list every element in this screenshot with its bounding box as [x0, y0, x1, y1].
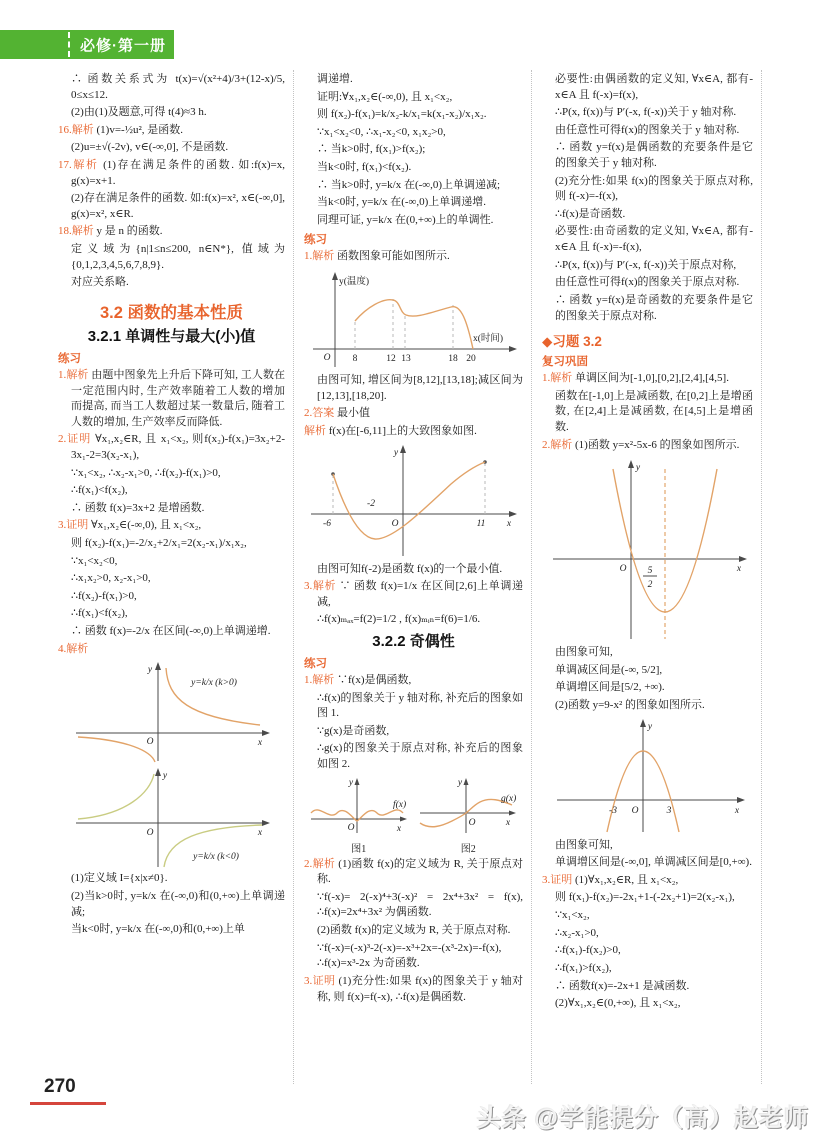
item-text: (1)函数 y=x²-5x-6 的图象如图所示. [575, 438, 740, 451]
item-text: 必要性:由奇函数的定义知, ∀x∈A, 都有-x∈A 且 f(-x)=-f(x), [555, 225, 753, 254]
item-text: ∴f(x₁)<f(x₂), [71, 484, 128, 497]
item-text: 由任意性可得f(x)的图象关于原点对称. [555, 276, 740, 289]
item-text: (1)充分性:如果 f(x)的图象关于 y 轴对称, 则 f(x)=f(-x), ∴f(x)是偶函数. [317, 974, 523, 1003]
hyperbola-negative-figure [58, 765, 285, 869]
paragraph-group [58, 368, 285, 657]
tick-label: -3 [608, 805, 617, 816]
item-label: 2.解析 [304, 857, 336, 870]
origin-label: O [391, 518, 398, 529]
solution-line [71, 140, 285, 156]
hyperbola-positive-plot [68, 659, 276, 763]
item-label: 3.证明 [542, 873, 573, 886]
solution-line [71, 624, 285, 640]
parity-figures-row [304, 775, 523, 855]
item-text: ∵f(x)是偶函数, [337, 673, 412, 686]
practice-label: 练习 [58, 352, 81, 365]
solution-line [555, 293, 753, 324]
solution-line [317, 160, 523, 176]
page-number-rule [30, 1102, 106, 1105]
solution-line [304, 424, 523, 440]
item-text: 单调增区间是[5/2, +∞). [555, 681, 665, 694]
item-text: ∴f(x)的图象关于 y 轴对称, 补充后的图象如图 1. [317, 691, 523, 720]
item-text: 必要性:由偶函数的定义知, ∀x∈A, 都有-x∈A 且 f(-x)=f(x), [555, 73, 753, 101]
hyperbola-negative-plot [68, 765, 276, 869]
y-axis-label: y [458, 777, 463, 788]
x-axis-label: x [257, 828, 262, 839]
solution-line [71, 105, 285, 121]
item-text: (2)u=±√(-2v), v∈(-∞,0], 不是函数. [71, 141, 229, 154]
item-text: ∴ 函数关系式为 t(x)=√(x²+4)/3+(12-x)/5, 0≤x≤12. [71, 73, 285, 101]
item-text: ∀x₁,x₂∈(-∞,0), 且 x₁<x₂, [91, 519, 202, 532]
item-text: ∴P(x, f(x))与 P′(-x, f(-x))关于原点对称, [555, 258, 737, 271]
item-text: 当k<0时, y=k/x 在(-∞,0)和(0,+∞)上单 [71, 923, 245, 936]
x-axis-label: x [734, 805, 739, 816]
item-label: 1.解析 [58, 368, 89, 381]
badge-dashed-divider [68, 32, 70, 57]
item-text: ∵x₁<x₂<0, [71, 554, 118, 567]
y-axis-label: y [147, 665, 152, 676]
content-columns [56, 70, 762, 1084]
item-label: 1.解析 [542, 372, 573, 385]
item-text: ∴f(x₁)<f(x₂), [71, 607, 128, 620]
solution-line [555, 258, 753, 274]
item-text: 单调增区间是(-∞,0], 单调减区间是[0,+∞). [555, 856, 752, 869]
x-axis-label: x [506, 518, 511, 529]
solution-line [304, 579, 523, 610]
paragraph-group [304, 72, 523, 228]
origin-label: O [619, 564, 626, 575]
solution-line [317, 923, 523, 939]
solution-line [71, 466, 285, 482]
solution-line [542, 371, 753, 387]
solution-line [317, 125, 523, 141]
middle-column [294, 70, 532, 1084]
practice-label: 练习 [304, 657, 327, 670]
item-label: 4.解析 [58, 642, 89, 655]
solution-line [555, 224, 753, 255]
y-axis-label: y [635, 463, 640, 474]
tick-label: 11 [476, 518, 485, 529]
solution-line [71, 536, 285, 552]
paragraph-group [58, 871, 285, 937]
solution-line [555, 663, 753, 679]
item-text: ∵g(x)是奇函数, [317, 724, 390, 737]
solution-line [317, 691, 523, 722]
review-label: 复习巩固 [542, 356, 588, 369]
item-text: 由图象可知, [555, 646, 613, 659]
item-label: 16.解析 [58, 123, 94, 136]
hyperbola-positive-figure [58, 659, 285, 763]
item-text: 则 f(x₁)-f(x₂)=-2x₁+1-(-2x₂+1)=2(x₂-x₁), [555, 891, 735, 904]
subsection-heading: 3.2.2 奇偶性 [372, 632, 455, 650]
even-function-plot [307, 775, 411, 837]
item-label: 3.解析 [304, 580, 337, 593]
exercise-heading: ◆习题 3.2 [542, 334, 602, 350]
item-text: 对应关系略. [71, 276, 129, 289]
item-text: ∴ 函数f(x)=-2x+1 是减函数. [555, 979, 690, 992]
solution-line [71, 72, 285, 103]
item-text: ∴f(x)ₘₐₓ=f(2)=1/2 , f(x)ₘᵢₙ=f(6)=1/6. [317, 613, 481, 626]
solution-line [555, 943, 753, 959]
paragraph-group [58, 72, 285, 291]
solution-line [555, 838, 753, 854]
book-badge [0, 30, 174, 59]
solution-line [58, 158, 285, 189]
item-label: 3.证明 [304, 974, 336, 987]
item-text: ∴x₂-x₁>0, [555, 926, 599, 939]
curve-label: f(x) [392, 799, 406, 810]
solution-line [555, 680, 753, 696]
item-text: ∴x₁x₂>0, x₂-x₁>0, [71, 572, 151, 585]
item-text: ∴f(x)是奇函数. [555, 207, 626, 220]
odd-function-plot [416, 775, 520, 837]
solution-line [304, 673, 523, 689]
solution-line [555, 174, 753, 205]
minimum-value-figure [304, 442, 523, 560]
curve-label: y=k/x (k<0) [192, 852, 239, 863]
item-text: 同理可证, y=k/x 在(0,+∞)上的单调性. [317, 213, 494, 226]
paragraph-group [542, 72, 753, 324]
solution-line [71, 501, 285, 517]
paragraph-group [304, 857, 523, 1005]
item-text: f(x)在[-6,11]上的大致图象如图. [328, 424, 477, 437]
y-axis-label: y [348, 777, 353, 788]
vertex-x-numerator: 5 [647, 566, 652, 577]
solution-line [71, 606, 285, 622]
solution-line [71, 242, 285, 273]
item-label: 2.解析 [542, 438, 573, 451]
solution-line [71, 191, 285, 222]
x-axis-label: x [736, 564, 741, 575]
item-text: (2)当k>0时, y=k/x 在(-∞,0)和(0,+∞)上单调递减; [71, 889, 285, 918]
item-text: 单调区间为[-1,0],[0,2],[2,4],[4,5]. [575, 372, 729, 385]
curve-label: g(x) [501, 793, 517, 804]
origin-label: O [347, 822, 355, 833]
item-text: (2)充分性:如果 f(x)的图象关于原点对称, 则 f(-x)=-f(x), [555, 174, 753, 203]
x-axis-label: x(时间) [472, 334, 503, 345]
item-text: 由图可知f(-2)是函数 f(x)的一个最小值. [317, 562, 503, 575]
item-text: 函数图象可能如图所示. [337, 250, 450, 263]
item-text: ∀x₁,x₂∈R, 且 x₁<x₂, 则f(x₂)-f(x₁)=3x₂+2-3x₁-2=3(x₂-x₁), [71, 433, 286, 461]
solution-line [304, 249, 523, 265]
solution-line [317, 213, 523, 229]
parabola-down-figure [542, 716, 753, 836]
solution-line [317, 195, 523, 211]
parabola-up-figure [542, 455, 753, 643]
paragraph-group [304, 249, 523, 265]
solution-line [304, 857, 523, 888]
solution-line [317, 178, 523, 194]
solution-line [58, 224, 285, 240]
solution-line [555, 645, 753, 661]
solution-line [304, 406, 523, 422]
solution-line [555, 855, 753, 871]
solution-line [317, 373, 523, 404]
solution-line [555, 389, 753, 436]
x-axis-label: x [396, 823, 401, 834]
tick-label: 20 [465, 354, 476, 365]
section-heading: 3.2 函数的基本性质 [99, 303, 244, 322]
item-text: (2)∀x₁,x₂∈(0,+∞), 且 x₁<x₂, [555, 997, 681, 1010]
figure-caption: 图2 [460, 843, 476, 855]
tick-label: 18 [447, 354, 458, 365]
item-text: 由题中图象先上升后下降可知, 工人数在一定范围内时, 生产效率随着工人数的增加而提高, 而当工人数超过某一数量后, 随着工人数的增加, 生产效率反而降低. [71, 368, 286, 428]
solution-line [555, 140, 753, 171]
curve-label: y=k/x (k>0) [190, 678, 237, 689]
solution-line [71, 483, 285, 499]
item-text: 则 f(x₂)-f(x₁)=-2/x₂+2/x₁=2(x₂-x₁)/x₁x₂, [71, 537, 247, 550]
tick-label: -2 [366, 498, 375, 509]
watermark: 头条 @学能提分（高）赵老师 [476, 1105, 809, 1132]
item-text: 由任意性可得f(x)的图象关于 y 轴对称. [555, 123, 740, 136]
tick-label: 3 [666, 805, 671, 816]
paragraph-group [542, 645, 753, 713]
solution-line [555, 961, 753, 977]
solution-line [71, 275, 285, 291]
y-axis-label: y(温度) [338, 277, 369, 288]
item-text: (1)∀x₁,x₂∈R, 且 x₁<x₂, [575, 873, 679, 886]
solution-line [555, 698, 753, 714]
tick-label: 13 [400, 354, 411, 365]
item-text: 定义域为{n|1≤n≤200, n∈N*}, 值域为{0,1,2,3,4,5,6,7,8,9}. [71, 243, 285, 271]
item-text: ∵f(-x)= 2(-x)⁴+3(-x)² = 2x⁴+3x² = f(x), ∴f(x)=2x⁴+3x² 为偶函数. [317, 890, 523, 919]
item-text: ∴P(x, f(x))与 P′(-x, f(-x))关于 y 轴对称. [555, 106, 737, 119]
item-text: ∴ 函数 f(x)=-2/x 在区间(-∞,0)上单调递增. [71, 625, 271, 638]
item-label: 3.证明 [58, 519, 89, 532]
tick-label: 12 [385, 354, 396, 365]
item-text: (1)存在满足条件的函数. 如:f(x)=x, g(x)=x+1. [71, 159, 286, 187]
tick-label: 8 [352, 354, 357, 365]
solution-line [555, 926, 753, 942]
item-text: (1)定义域 I={x|x≠0}. [71, 872, 168, 885]
item-text: ∴ 当k>0时, y=k/x 在(-∞,0)上单调递减; [317, 178, 501, 191]
item-text: ∴ 当k>0时, f(x₁)>f(x₂); [317, 143, 426, 156]
x-axis-label: x [257, 738, 262, 749]
solution-line [317, 562, 523, 578]
solution-line [542, 873, 753, 889]
solution-line [555, 123, 753, 139]
item-label: 17.解析 [58, 159, 99, 172]
parabola-down-plot [543, 716, 753, 836]
item-text: 由图可知, 增区间为[8,12],[13,18];减区间为[12,13],[18,20]. [317, 374, 523, 402]
item-text: (2)存在满足条件的函数. 如:f(x)=x², x∈(-∞,0], g(x)=x², x∈R. [71, 192, 285, 220]
item-text: ∴f(x₁)>f(x₂), [555, 961, 612, 974]
solution-line [58, 368, 285, 430]
solution-line [58, 518, 285, 534]
item-text: (2)函数 f(x)的定义域为 R, 关于原点对称. [317, 924, 511, 937]
item-text: ∴ 函数 y=f(x)是偶函数的充要条件是它的图象关于 y 轴对称. [555, 141, 753, 170]
solution-line [317, 890, 523, 921]
item-text: ∴ 函数 y=f(x)是奇函数的充要条件是它的图象关于原点对称. [555, 293, 753, 322]
paragraph-group [304, 373, 523, 439]
item-text: ∵x₁<x₂, ∴x₂-x₁>0, ∴f(x₂)-f(x₁)>0, [71, 466, 221, 479]
solution-line [71, 922, 285, 938]
solution-line [317, 741, 523, 772]
origin-label: O [146, 737, 153, 748]
item-text: 则 f(x₂)-f(x₁)=k/x₂-k/x₁=k(x₁-x₂)/x₁x₂. [317, 108, 487, 121]
practice-label: 练习 [304, 234, 327, 247]
solution-line [71, 571, 285, 587]
item-text: ∵x₁<x₂, [555, 909, 590, 922]
origin-label: O [323, 353, 330, 364]
item-text: 调递增. [317, 73, 353, 85]
item-text: 证明:∀x₁,x₂∈(-∞,0), 且 x₁<x₂, [317, 90, 453, 103]
y-axis-label: y [393, 447, 398, 458]
item-text: (2)函数 y=9-x² 的图象如图所示. [555, 699, 705, 712]
item-text: 最小值 [337, 407, 370, 420]
temperature-time-plot [305, 267, 523, 371]
item-text: 由图象可知, [555, 838, 613, 851]
solution-line [555, 996, 753, 1012]
item-text: y 是 n 的函数. [96, 225, 163, 238]
solution-line [555, 207, 753, 223]
x-axis-label: x [506, 817, 511, 828]
solution-line [71, 871, 285, 887]
tick-label: -6 [322, 518, 331, 529]
item-label: 18.解析 [58, 225, 94, 238]
solution-line [555, 105, 753, 121]
item-text: (1)v=-½u², 是函数. [96, 123, 183, 136]
solution-line [71, 889, 285, 920]
solution-line [555, 275, 753, 291]
solution-line [58, 432, 285, 463]
y-axis-label: y [647, 721, 652, 732]
solution-line [542, 438, 753, 454]
even-function-figure [304, 775, 414, 855]
solution-line [71, 554, 285, 570]
item-text: ∴f(x₁)-f(x₂)>0, [555, 944, 621, 957]
minimum-value-plot [305, 442, 523, 560]
item-label: 1.解析 [304, 673, 335, 686]
solution-line [317, 72, 523, 88]
page-number: 270 [44, 1076, 76, 1097]
book-badge-label: 必修·第一册 [80, 37, 166, 54]
solution-line [317, 612, 523, 628]
paragraph-group [304, 562, 523, 628]
solution-line [317, 941, 523, 972]
item-text: ∴ 函数 f(x)=3x+2 是增函数. [71, 501, 205, 514]
item-label: 1.解析 [304, 250, 335, 263]
solution-line [555, 890, 753, 906]
item-text: 当k<0时, f(x₁)<f(x₂). [317, 161, 412, 174]
item-text: 函数在[-1,0]上是减函数, 在[0,2]上是增函数, 在[2,4]上是减函数, 在[4,5]上是增函数. [555, 389, 753, 433]
vertex-x-denominator: 2 [647, 580, 652, 591]
solution-line [317, 90, 523, 106]
solution-line [317, 724, 523, 740]
paragraph-group [542, 838, 753, 1012]
item-text: (1)函数 f(x)的定义域为 R, 关于原点对称. [317, 857, 524, 886]
origin-label: O [468, 817, 476, 828]
item-text: 当k<0时, y=k/x 在(-∞,0)上单调递增. [317, 196, 487, 209]
solution-line [71, 589, 285, 605]
origin-label: O [631, 805, 638, 816]
item-label: 解析 [304, 424, 326, 437]
solution-line [58, 123, 285, 139]
paragraph-group [542, 371, 753, 453]
solution-line [555, 908, 753, 924]
solution-line [317, 107, 523, 123]
item-text: ∵f(-x)=(-x)³-2(-x)=-x³+2x=-(x³-2x)=-f(x), ∴f(x)=x³-2x 为奇函数. [317, 941, 502, 970]
subsection-heading: 3.2.1 单调性与最大(小)值 [87, 327, 256, 345]
item-label: 2.证明 [58, 433, 92, 446]
solution-line [317, 142, 523, 158]
y-axis-label: y [162, 771, 167, 782]
parabola-up-plot [543, 455, 753, 643]
solution-line [555, 979, 753, 995]
solution-line [304, 974, 523, 1005]
item-text: 单调减区间是(-∞, 5/2], [555, 663, 663, 676]
odd-function-figure [414, 775, 524, 855]
item-text: ∴f(x₂)-f(x₁)>0, [71, 589, 137, 602]
solution-line [555, 72, 753, 103]
right-column [532, 70, 762, 1084]
temperature-time-figure [304, 267, 523, 371]
item-text: ∴g(x)的图象关于原点对称, 补充后的图象如图 2. [317, 742, 523, 771]
item-text: ∵ 函数 f(x)=1/x 在区间[2,6]上单调递减, [317, 580, 524, 608]
item-label: 2.答案 [304, 407, 335, 420]
paragraph-group [304, 673, 523, 773]
item-text: (2)由(1)及题意,可得 t(4)≈3 h. [71, 106, 207, 119]
origin-label: O [146, 828, 153, 839]
left-column [56, 70, 294, 1084]
figure-caption: 图1 [351, 843, 367, 855]
solution-line [58, 642, 285, 658]
item-text: ∵x₁<x₂<0, ∴x₁-x₂<0, x₁x₂>0, [317, 125, 446, 138]
